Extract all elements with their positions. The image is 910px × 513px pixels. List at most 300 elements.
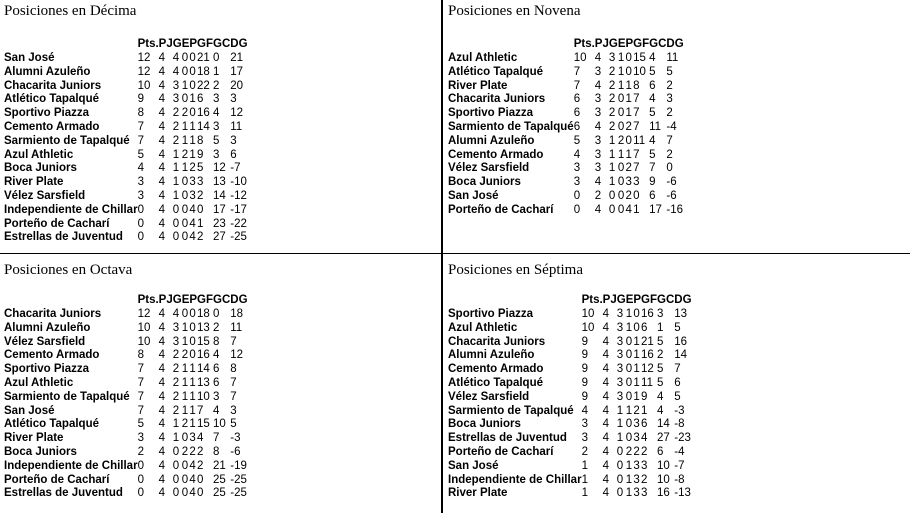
gf-cell: 1 [641,404,648,417]
pts-cell: 9 [581,335,588,348]
pj-cell: 4 [594,176,602,189]
dg-cell: -13 [674,487,691,500]
gc-cell: 1 [657,321,664,334]
dg-cell: 7 [674,363,681,376]
gf-cell: 9 [641,390,648,403]
team-name-cell: Alumni Azuleño [4,65,91,78]
e-cell: 0 [625,390,633,403]
pj-cell: 4 [602,349,610,362]
gc-cell: 3 [213,148,220,161]
dg-cell: -25 [230,487,247,500]
pj-cell: 4 [158,308,166,320]
e-cell: 0 [625,376,633,389]
table-row [448,162,684,176]
p-cell: 1 [633,363,640,376]
pj-cell: 4 [158,203,166,216]
gf-cell: 11 [641,376,653,389]
dg-header: DG [230,38,248,51]
pts-cell: 0 [137,473,144,486]
g-cell: 2 [608,120,616,133]
team-name-cell: Sarmiento de Tapalqué [448,120,574,133]
pj-cell: 4 [158,321,166,334]
e-cell: 1 [617,148,625,161]
pts-cell: 12 [137,308,151,320]
team-name-cell: Independiente de Chillar [4,459,138,472]
team-name-cell: Alumni Azuleño [4,321,91,334]
g-cell: 2 [172,390,180,403]
pts-cell: 7 [137,134,144,147]
gc-cell: 4 [657,390,664,403]
pj-cell: 4 [602,308,610,320]
pts-cell: 8 [137,349,144,362]
pj-cell: 4 [602,376,610,389]
dg-cell: 6 [674,376,681,389]
gc-cell: 25 [213,487,226,500]
gf-cell: 15 [633,52,646,64]
pj-cell: 4 [594,120,602,133]
e-cell: 1 [617,79,625,92]
e-cell: 2 [181,445,189,458]
dg-cell: 8 [230,363,237,376]
dg-cell: 3 [230,134,237,147]
pts-cell: 3 [573,162,581,175]
gf-cell: 21 [197,52,210,64]
pj-cell: 4 [158,176,166,189]
table-row [448,135,684,149]
pj-cell: 4 [158,363,166,376]
gc-cell: 11 [649,120,662,133]
g-cell: 3 [616,308,624,320]
e-cell: 0 [181,65,189,78]
pts-cell: 4 [573,148,581,161]
g-cell: 0 [616,459,624,472]
team-name-cell: Porteño de Cacharí [448,445,554,458]
team-header [448,294,582,308]
p-cell: 0 [189,107,196,120]
pj-header: PJ [158,294,173,307]
e-cell: 0 [625,349,633,362]
gf-cell: 3 [197,176,204,189]
p-cell: 1 [189,376,196,389]
p-header: P [625,38,634,51]
gc-cell: 5 [657,335,664,348]
team-name-cell: Vélez Sarsfield [448,162,530,175]
pj-cell: 4 [594,79,602,92]
g-cell: 1 [608,176,616,189]
gf-cell: 2 [641,445,648,458]
team-name-cell: Azul Athletic [4,376,74,389]
team-name-cell: Boca Juniors [4,445,77,458]
table-row [4,121,248,135]
table-row [4,52,248,66]
g-cell: 1 [172,176,180,189]
gf-cell: 7 [633,162,640,175]
team-name-cell: Alumni Azuleño [448,349,535,362]
pts-cell: 10 [573,52,587,64]
dg-cell: 3 [666,93,673,106]
g-cell: 2 [608,93,616,106]
gf-cell: 4 [197,432,204,445]
pts-cell: 7 [137,404,144,417]
dg-cell: 11 [230,321,243,334]
gc-cell: 23 [213,217,226,230]
pts-cell: 7 [137,390,144,403]
dg-cell: 5 [674,321,681,334]
team-header [4,38,138,52]
pts-cell: 12 [137,65,151,78]
g-cell: 0 [616,473,624,486]
e-cell: 0 [625,363,633,376]
pts-cell: 7 [137,363,144,376]
p-cell: 3 [633,487,640,500]
e-cell: 0 [181,189,189,202]
e-cell: 1 [625,487,633,500]
team-header [4,294,138,308]
header-row [448,294,692,308]
e-cell: 0 [181,487,189,500]
dg-cell: 7 [666,134,673,147]
pj-cell: 4 [158,432,166,445]
dg-cell: 20 [230,79,244,92]
dg-header: DG [674,294,692,307]
table-row [448,405,692,419]
p-header: P [189,294,198,307]
team-name-cell: River Plate [4,432,64,445]
dg-cell: -10 [230,176,247,189]
gf-header: GF [197,38,214,51]
p-cell: 4 [189,487,196,500]
dg-cell: -4 [666,120,677,133]
p-cell: 0 [189,79,196,92]
pts-cell: 0 [137,459,144,472]
g-cell: 1 [608,162,616,175]
team-name-cell: Chacarita Juniors [448,335,546,348]
gc-cell: 0 [213,308,220,320]
e-cell: 2 [181,349,189,362]
pj-header: PJ [594,38,609,51]
gf-cell: 7 [633,120,640,133]
team-name-cell: San José [4,404,55,417]
team-name-cell: Estrellas de Juventud [4,231,123,244]
gf-cell: 3 [633,176,640,189]
gc-cell: 14 [657,418,670,431]
pts-cell: 10 [137,335,151,348]
g-cell: 2 [172,363,180,376]
pts-cell: 0 [573,189,581,202]
team-name-cell: Cemento Armado [4,349,100,362]
e-cell: 2 [625,445,633,458]
p-cell: 1 [189,363,196,376]
dg-cell: 13 [674,308,688,320]
gc-cell: 16 [657,487,670,500]
p-cell: 1 [633,349,640,362]
table-row [4,349,248,363]
pj-cell: 4 [594,203,602,216]
p-cell: 2 [625,120,632,133]
g-cell: 0 [172,459,180,472]
pts-cell: 3 [573,176,581,189]
pts-cell: 3 [137,432,144,445]
e-cell: 0 [181,231,189,244]
g-cell: 2 [172,349,180,362]
g-header: G [172,38,182,51]
gc-header: GC [213,294,231,307]
pj-cell: 4 [158,79,166,92]
g-cell: 3 [172,93,180,106]
p-cell: 3 [633,473,640,486]
e-cell: 1 [617,52,625,64]
gc-cell: 2 [657,349,664,362]
e-cell: 1 [617,65,625,78]
table-row [4,218,248,232]
standings-table [4,294,248,501]
gc-cell: 25 [213,473,226,486]
pts-cell: 4 [137,162,144,175]
table-row [448,391,692,405]
pj-cell: 4 [602,404,610,417]
g-header: G [172,294,182,307]
g-cell: 0 [616,487,624,500]
table-row [4,80,248,94]
pj-cell: 4 [158,335,166,348]
team-name-cell: Sarmiento de Tapalqué [4,134,130,147]
p-cell: 2 [189,445,196,458]
team-name-cell: San José [4,52,55,64]
g-cell: 3 [616,335,624,348]
p-cell: 3 [633,459,640,472]
table-row [4,162,248,176]
team-name-cell: Azul Athletic [4,148,74,161]
pts-cell: 1 [581,487,588,500]
gc-cell: 4 [649,52,656,64]
e-cell: 0 [181,176,189,189]
table-row [4,487,248,501]
gc-cell: 13 [213,176,226,189]
table-row [4,308,248,322]
gc-cell: 10 [213,418,226,431]
e-cell: 2 [181,418,189,431]
p-cell: 0 [625,65,632,78]
table-row [448,52,684,66]
dg-cell: -8 [674,418,685,431]
table-row [448,107,684,121]
dg-cell: 7 [230,335,237,348]
p-cell: 0 [189,65,196,78]
gf-cell: 15 [197,335,210,348]
table-row [4,363,248,377]
p-cell: 0 [633,308,640,320]
pts-cell: 6 [573,107,581,120]
p-cell: 2 [633,445,640,458]
pts-cell: 10 [137,321,151,334]
dg-cell: 17 [230,65,244,78]
gc-cell: 6 [649,79,656,92]
dg-header: DG [666,38,684,51]
pj-cell: 4 [602,321,610,334]
e-cell: 1 [625,308,633,320]
team-name-cell: Independiente de Chillar [448,473,582,486]
dg-header: DG [230,294,248,307]
gc-cell: 4 [649,93,656,106]
dg-cell: -3 [674,404,685,417]
gc-header: GC [213,38,231,51]
p-cell: 1 [189,93,196,106]
table-row [4,418,248,432]
gc-cell: 4 [213,349,220,362]
pj-cell: 4 [602,459,610,472]
team-name-cell: Atlético Tapalqué [448,65,543,78]
g-cell: 1 [616,404,624,417]
gf-header: GF [197,294,214,307]
pts-cell: 7 [573,65,581,78]
gc-header: GC [649,38,667,51]
gf-cell: 2 [641,473,648,486]
dg-cell: -6 [666,176,677,189]
table-row [448,460,692,474]
standings-table [448,294,692,501]
gf-cell: 13 [197,321,210,334]
table-row [4,204,248,218]
g-cell: 3 [616,321,624,334]
pj-cell: 4 [158,93,166,106]
e-cell: 0 [181,93,189,106]
pj-cell: 4 [158,390,166,403]
gf-cell: 3 [641,459,648,472]
e-header: E [617,38,626,51]
e-cell: 1 [181,134,189,147]
pts-cell: 1 [581,473,588,486]
dg-cell: -22 [230,217,247,230]
pts-cell: 10 [137,79,151,92]
p-cell: 0 [189,52,196,64]
team-name-cell: Sarmiento de Tapalqué [448,404,574,417]
dg-cell: 2 [666,107,673,120]
g-cell: 3 [172,79,180,92]
g-cell: 0 [172,473,180,486]
e-cell: 0 [617,107,625,120]
g-cell: 3 [616,363,624,376]
e-cell: 0 [181,308,189,320]
pts-cell: 5 [137,148,144,161]
header-row [4,294,248,308]
team-name-cell: Porteño de Cacharí [448,203,554,216]
dg-cell: -17 [230,203,247,216]
gc-cell: 4 [649,134,656,147]
pj-cell: 4 [158,376,166,389]
gc-cell: 2 [213,321,220,334]
e-cell: 1 [181,376,189,389]
pts-cell: 5 [573,134,581,147]
dg-cell: -19 [230,459,247,472]
g-header: G [608,38,618,51]
g-cell: 3 [608,52,616,64]
e-cell: 1 [181,162,189,175]
g-cell: 1 [172,418,180,431]
team-name-cell: Sportivo Piazza [4,363,89,376]
gf-cell: 1 [197,217,204,230]
dg-cell: 2 [666,148,673,161]
pj-cell: 4 [158,189,166,202]
pts-cell: 7 [137,120,144,133]
p-cell: 1 [625,93,632,106]
p-cell: 1 [189,390,196,403]
dg-cell: 18 [230,308,244,320]
gf-cell: 7 [633,93,640,106]
p-cell: 1 [633,335,640,348]
e-cell: 0 [181,203,189,216]
dg-cell: 3 [230,93,237,106]
g-cell: 1 [608,148,616,161]
table-row [4,231,248,245]
gc-cell: 0 [213,52,220,64]
team-name-cell: Vélez Sarsfield [4,189,86,202]
dg-cell: -12 [230,189,247,202]
dg-cell: 3 [230,404,237,417]
p-cell: 4 [189,217,196,230]
dg-cell: -23 [674,432,691,445]
e-cell: 0 [625,432,633,445]
gf-cell: 6 [641,321,648,334]
gc-cell: 17 [649,203,662,216]
dg-cell: 5 [230,418,237,431]
standings-table [448,38,684,218]
team-name-cell: Chacarita Juniors [4,308,102,320]
gc-cell: 6 [213,376,220,389]
team-name-cell: Porteño de Cacharí [4,473,110,486]
dg-cell: -4 [674,445,685,458]
g-cell: 0 [608,203,616,216]
table-row [448,418,692,432]
table-row [4,377,248,391]
g-cell: 4 [172,308,180,320]
pj-cell: 4 [158,134,166,147]
pts-cell: 1 [581,459,588,472]
team-header [448,38,574,52]
gf-cell: 10 [197,390,210,403]
table-row [448,66,684,80]
team-name-cell: Boca Juniors [4,162,77,175]
table-row [4,460,248,474]
p-header: P [633,294,642,307]
p-cell: 2 [625,189,632,202]
team-name-cell: Azul Athletic [448,52,518,64]
gc-cell: 6 [213,363,220,376]
e-cell: 1 [181,321,189,334]
e-cell: 0 [617,176,625,189]
e-cell: 0 [181,52,189,64]
pj-cell: 4 [158,487,166,500]
team-name-cell: Vélez Sarsfield [4,335,86,348]
dg-cell: -25 [230,473,247,486]
table-row [448,336,692,350]
pj-cell: 3 [594,93,602,106]
gf-cell: 0 [197,487,204,500]
e-cell: 0 [181,432,189,445]
gc-cell: 1 [213,65,220,78]
pts-cell: 7 [573,79,581,92]
g-cell: 1 [616,418,624,431]
pts-header: Pts. [573,38,595,51]
e-cell: 0 [617,162,625,175]
pj-cell: 4 [158,148,166,161]
table-row [448,121,684,135]
p-cell: 4 [189,473,196,486]
gf-cell: 8 [197,134,204,147]
dg-cell: 5 [666,65,673,78]
pj-cell: 4 [602,390,610,403]
gf-cell: 2 [197,189,204,202]
pts-cell: 3 [581,418,588,431]
